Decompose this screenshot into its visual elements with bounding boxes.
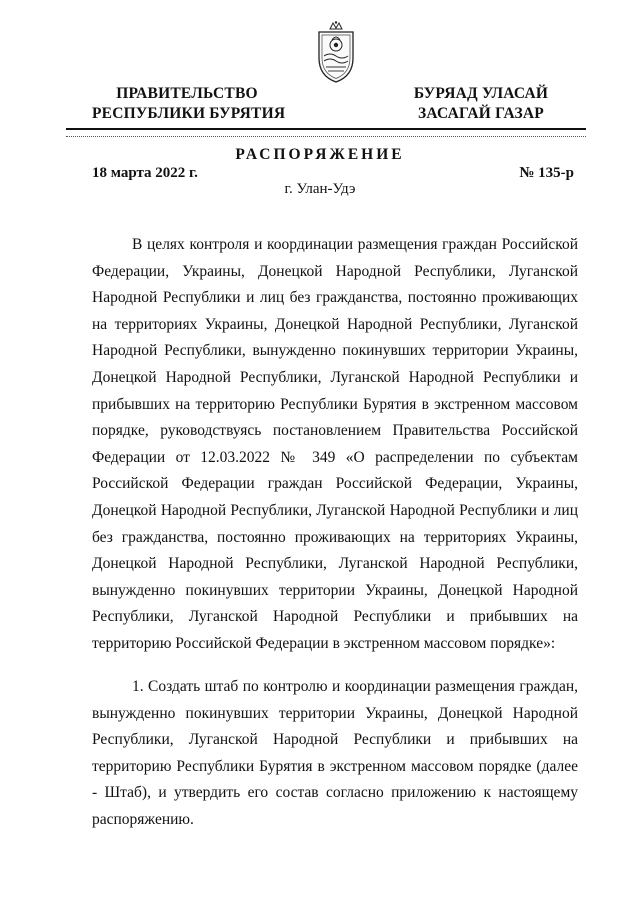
coat-of-arms-icon (314, 20, 358, 84)
government-name-buryat (396, 84, 566, 124)
government-name-line1: ПРАВИТЕЛЬСТВО (116, 85, 258, 102)
preamble-paragraph: В целях контроля и координации размещения граждан Российской Федерации, Украины, Донецкой Народной Республики, Луганской Народной Республики и лиц без гражданства, постоянно проживающих на территориях Украины, Донецкой Народной Республики, Луганской Народной Республики, вынужденно покинувших территории Украины, Донецкой Народной Республики, Луганской Народной Республики и прибывших на территорию Республики Бурятия в экстренном массовом порядке, руководствуясь постановлением Правительства Российской Федерации от 12.03.2022 № 349 «О распределении по субъектам Российской Федерации граждан Российской Федерации, Украины, Донецкой Народной Республики, Луганской Народной Республики и лиц без гражданства, постоянно проживающих на территориях Украины, Донецкой Народной Республики, Луганской Народной Республики, вынужденно покинувших территории Украины, Донецкой Народной Республики, Луганской Народной Республики и прибывших на территорию Российской Федерации в экстренном массовом порядке»: (92, 236, 578, 652)
government-name-buryat-line1: БУРЯАД УЛАСАЙ (413, 85, 549, 102)
document-type-title: РАСПОРЯЖЕНИЕ (235, 146, 405, 163)
government-name-russian (92, 84, 286, 124)
header-dotted-divider (66, 136, 586, 137)
government-name-line2: РЕСПУБЛИКИ БУРЯТИЯ (92, 105, 286, 122)
document-number: № 135-р (519, 165, 574, 181)
document-city: г. Улан-Удэ (284, 181, 356, 197)
document-date: 18 марта 2022 г. (92, 165, 198, 181)
header-divider (66, 128, 586, 130)
government-name-buryat-line2: ЗАСАГАЙ ГАЗАР (418, 105, 544, 122)
item-1-paragraph: 1. Создать штаб по контролю и координации размещения граждан, вынужденно покинувших территории Украины, Донецкой Народной Республики, Луганской Народной Республики и прибывших на территорию Республики Бурятия в экстренном массовом порядке (далее - Штаб), и утвердить его состав согласно приложению к настоящему распоряжению. (92, 678, 578, 828)
